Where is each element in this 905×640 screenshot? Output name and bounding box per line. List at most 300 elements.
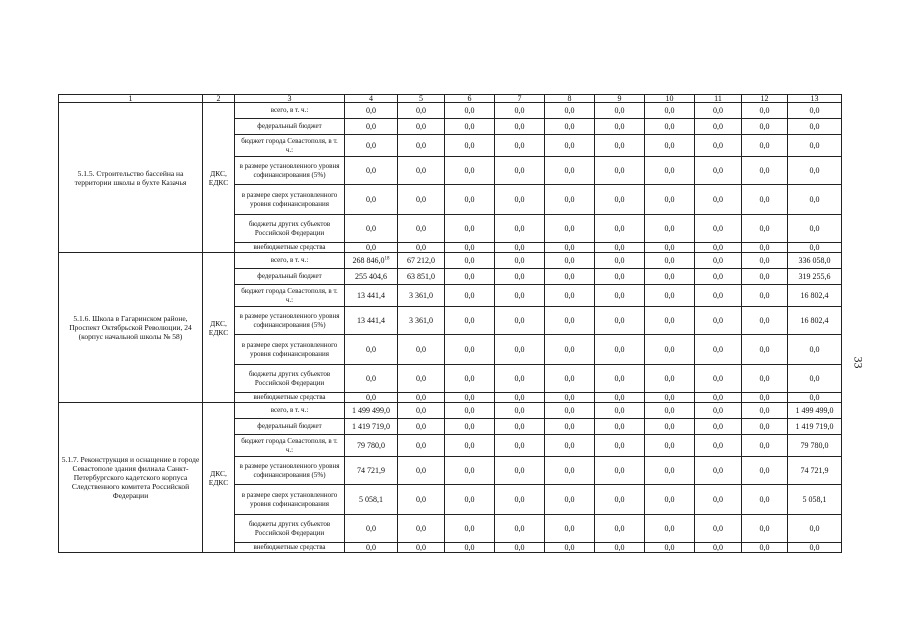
column-header: 6 <box>445 95 495 103</box>
amount-cell <box>742 515 788 543</box>
amount-value: 0,0 <box>614 122 625 131</box>
funding-category: бюджеты других субъектов Российской Федерации <box>235 365 345 393</box>
amount-cell <box>742 435 788 457</box>
amount-cell <box>445 403 495 419</box>
amount-value: 0,0 <box>664 316 675 325</box>
amount-value: 0,0 <box>366 166 376 175</box>
amount-value: 0,0 <box>514 422 525 431</box>
amount-cell <box>595 403 645 419</box>
amount-cell <box>398 103 445 119</box>
amount-cell <box>595 135 645 157</box>
amount-value: 16 802,4 <box>800 316 829 325</box>
responsible-executor: ДКС, ЕДКС <box>203 403 235 553</box>
amount-value: 0,0 <box>366 106 376 115</box>
amount-cell <box>595 215 645 243</box>
amount-cell <box>788 457 842 485</box>
amount-value: 0,0 <box>464 291 475 300</box>
amount-cell <box>788 253 842 269</box>
amount-cell <box>645 403 695 419</box>
amount-cell <box>742 243 788 253</box>
amount-value: 0,0 <box>564 345 575 354</box>
amount-value: 0,0 <box>514 374 525 383</box>
amount-cell <box>495 243 545 253</box>
amount-cell <box>445 185 495 215</box>
amount-value: 319 255,6 <box>798 272 831 281</box>
amount-value: 0,0 <box>564 291 575 300</box>
amount-value: 0,0 <box>713 272 723 281</box>
amount-cell <box>645 269 695 285</box>
amount-cell <box>595 157 645 185</box>
amount-value: 0,0 <box>366 524 376 533</box>
amount-cell <box>495 457 545 485</box>
page-number: 33 <box>851 356 866 369</box>
amount-value: 0,0 <box>713 374 723 383</box>
amount-cell <box>495 307 545 335</box>
amount-value: 0,0 <box>614 345 625 354</box>
amount-value: 0,0 <box>664 543 675 552</box>
amount-cell <box>545 103 595 119</box>
amount-value: 0,0 <box>464 466 475 475</box>
amount-cell <box>345 485 398 515</box>
amount-cell <box>742 335 788 365</box>
amount-cell <box>742 285 788 307</box>
amount-value: 0,0 <box>713 224 723 233</box>
amount-value: 0,0 <box>664 195 675 204</box>
amount-cell <box>595 365 645 393</box>
amount-cell <box>445 285 495 307</box>
amount-value: 0,0 <box>514 466 525 475</box>
amount-cell <box>495 103 545 119</box>
amount-cell <box>345 215 398 243</box>
amount-value: 0,0 <box>564 272 575 281</box>
amount-value: 0,0 <box>713 422 723 431</box>
amount-value: 0,0 <box>759 141 770 150</box>
amount-value: 63 851,0 <box>407 272 435 281</box>
funding-category: всего, в т. ч.: <box>235 253 345 269</box>
amount-value: 0,0 <box>464 495 475 504</box>
amount-value: 0,0 <box>664 422 675 431</box>
amount-value: 0,0 <box>366 243 376 252</box>
funding-category: федеральный бюджет <box>235 269 345 285</box>
amount-value: 0,0 <box>759 122 770 131</box>
amount-value: 0,0 <box>514 495 525 504</box>
column-header: 10 <box>645 95 695 103</box>
amount-cell <box>695 543 742 553</box>
amount-value: 0,0 <box>366 122 376 131</box>
amount-value: 0,0 <box>464 524 475 533</box>
amount-value: 0,0 <box>614 495 625 504</box>
amount-value: 0,0 <box>713 543 723 552</box>
amount-value: 0,0 <box>366 374 376 383</box>
amount-value: 0,0 <box>464 422 475 431</box>
amount-cell <box>645 103 695 119</box>
amount-value: 0,0 <box>664 166 675 175</box>
amount-cell <box>545 543 595 553</box>
amount-value: 0,0 <box>514 441 525 450</box>
amount-value: 1 419 719,0 <box>795 422 834 431</box>
amount-cell <box>545 419 595 435</box>
amount-cell <box>445 543 495 553</box>
amount-value: 0,0 <box>564 122 575 131</box>
amount-value: 0,0 <box>416 393 426 402</box>
amount-cell <box>398 419 445 435</box>
amount-cell <box>788 365 842 393</box>
amount-cell <box>445 307 495 335</box>
funding-category: в размере сверх установленного уровня софинансирования <box>235 185 345 215</box>
amount-cell <box>595 119 645 135</box>
amount-cell <box>398 185 445 215</box>
amount-cell <box>345 435 398 457</box>
amount-value: 0,0 <box>614 393 625 402</box>
project-name: 5.1.6. Школа в Гагаринском районе, Проспект Октябрьской Революции, 24 (корпус начальной школы № 58) <box>59 253 203 403</box>
amount-value: 0,0 <box>464 406 475 415</box>
amount-cell <box>645 135 695 157</box>
amount-cell <box>742 157 788 185</box>
amount-value: 0,0 <box>759 466 770 475</box>
amount-cell <box>645 393 695 403</box>
amount-value: 0,0 <box>366 224 376 233</box>
amount-cell <box>695 307 742 335</box>
amount-value: 0,0 <box>759 106 770 115</box>
funding-category: всего, в т. ч.: <box>235 403 345 419</box>
amount-cell <box>445 119 495 135</box>
amount-cell <box>695 135 742 157</box>
amount-cell <box>645 157 695 185</box>
amount-cell <box>545 335 595 365</box>
amount-value: 0,0 <box>564 466 575 475</box>
amount-value: 0,0 <box>713 122 723 131</box>
budget-table <box>58 94 842 553</box>
amount-cell <box>345 269 398 285</box>
amount-cell <box>645 419 695 435</box>
amount-cell <box>595 457 645 485</box>
amount-cell <box>345 515 398 543</box>
amount-cell <box>595 103 645 119</box>
amount-value: 0,0 <box>664 393 675 402</box>
amount-cell <box>695 435 742 457</box>
amount-cell <box>495 253 545 269</box>
amount-value: 0,0 <box>713 441 723 450</box>
amount-cell <box>345 365 398 393</box>
amount-value: 0,0 <box>514 291 525 300</box>
amount-value: 0,0 <box>464 272 475 281</box>
amount-value: 0,0 <box>614 272 625 281</box>
column-header: 9 <box>595 95 645 103</box>
amount-cell <box>495 285 545 307</box>
amount-cell <box>445 103 495 119</box>
amount-cell <box>742 269 788 285</box>
amount-cell <box>495 515 545 543</box>
amount-value: 255 404,6 <box>355 272 387 281</box>
table-row <box>59 253 842 269</box>
column-header: 4 <box>345 95 398 103</box>
amount-value: 0,0 <box>713 256 723 265</box>
project-name: 5.1.7. Реконструкция и оснащение в городе Севастополе здания филиала Санкт-Петербургского кадетского корпуса Следственного комитета Российской Федерации <box>59 403 203 553</box>
amount-cell <box>645 515 695 543</box>
amount-value: 0,0 <box>514 122 525 131</box>
amount-value: 0,0 <box>416 422 426 431</box>
amount-value: 79 780,0 <box>800 441 829 450</box>
amount-value: 0,0 <box>664 374 675 383</box>
amount-cell <box>545 485 595 515</box>
amount-value: 0,0 <box>713 243 723 252</box>
column-header: 11 <box>695 95 742 103</box>
amount-cell <box>398 335 445 365</box>
amount-value: 0,0 <box>564 543 575 552</box>
amount-value: 0,0 <box>664 243 675 252</box>
amount-cell <box>788 485 842 515</box>
amount-value: 0,0 <box>514 141 525 150</box>
amount-cell <box>695 215 742 243</box>
amount-cell <box>398 215 445 243</box>
amount-cell <box>445 365 495 393</box>
amount-value: 0,0 <box>664 524 675 533</box>
amount-cell <box>695 269 742 285</box>
amount-value: 0,0 <box>759 441 770 450</box>
amount-cell <box>545 393 595 403</box>
amount-value: 0,0 <box>366 141 376 150</box>
amount-cell <box>595 393 645 403</box>
amount-value: 0,0 <box>759 345 770 354</box>
amount-cell <box>398 515 445 543</box>
amount-cell <box>398 119 445 135</box>
amount-cell <box>695 243 742 253</box>
amount-cell <box>495 543 545 553</box>
amount-value: 0,0 <box>759 166 770 175</box>
amount-cell <box>695 393 742 403</box>
amount-value: 0,0 <box>564 374 575 383</box>
funding-category: федеральный бюджет <box>235 419 345 435</box>
amount-value: 0,0 <box>809 166 820 175</box>
amount-cell <box>695 457 742 485</box>
amount-cell <box>445 253 495 269</box>
amount-cell <box>545 435 595 457</box>
amount-cell <box>345 393 398 403</box>
amount-value: 0,0 <box>809 195 820 204</box>
amount-value: 79 780,0 <box>357 441 385 450</box>
funding-category: в размере сверх установленного уровня софинансирования <box>235 485 345 515</box>
amount-cell <box>742 185 788 215</box>
table-body <box>59 103 842 553</box>
amount-value: 0,0 <box>416 122 426 131</box>
amount-value: 0,0 <box>614 441 625 450</box>
amount-cell <box>398 543 445 553</box>
amount-cell <box>742 457 788 485</box>
amount-value: 13 441,4 <box>357 316 385 325</box>
amount-value: 0,0 <box>614 406 625 415</box>
amount-cell <box>788 135 842 157</box>
amount-value: 0,0 <box>564 495 575 504</box>
amount-value: 0,0 <box>664 106 675 115</box>
amount-value: 0,0 <box>614 422 625 431</box>
amount-cell <box>345 243 398 253</box>
amount-value: 0,0 <box>664 141 675 150</box>
amount-value: 0,0 <box>713 524 723 533</box>
amount-cell <box>345 103 398 119</box>
amount-value: 3 361,0 <box>409 291 433 300</box>
amount-cell <box>788 269 842 285</box>
amount-cell <box>595 307 645 335</box>
column-header: 13 <box>788 95 842 103</box>
amount-cell <box>345 543 398 553</box>
amount-cell <box>788 215 842 243</box>
amount-value: 0,0 <box>416 195 426 204</box>
amount-value: 0,0 <box>514 524 525 533</box>
amount-cell <box>345 285 398 307</box>
amount-cell <box>398 435 445 457</box>
amount-cell <box>345 119 398 135</box>
amount-cell <box>495 365 545 393</box>
amount-cell <box>495 435 545 457</box>
amount-cell <box>445 135 495 157</box>
amount-value: 0,0 <box>366 345 376 354</box>
column-header: 1 <box>59 95 203 103</box>
amount-cell <box>545 253 595 269</box>
funding-category: федеральный бюджет <box>235 119 345 135</box>
amount-cell <box>398 393 445 403</box>
table-row <box>59 403 842 419</box>
amount-value: 0,0 <box>614 256 625 265</box>
funding-category: всего, в т. ч.: <box>235 103 345 119</box>
amount-value: 0,0 <box>366 195 376 204</box>
amount-value: 0,0 <box>614 291 625 300</box>
amount-value: 0,0 <box>564 524 575 533</box>
amount-cell <box>345 157 398 185</box>
amount-cell <box>345 135 398 157</box>
amount-cell <box>495 269 545 285</box>
amount-cell <box>445 269 495 285</box>
responsible-executor: ДКС, ЕДКС <box>203 253 235 403</box>
amount-value: 0,0 <box>614 316 625 325</box>
amount-value: 67 212,0 <box>407 256 435 265</box>
amount-value: 74 721,9 <box>800 466 829 475</box>
amount-cell <box>788 403 842 419</box>
amount-cell <box>742 103 788 119</box>
amount-value: 0,0 <box>464 256 475 265</box>
amount-cell <box>742 253 788 269</box>
amount-value: 0,0 <box>614 243 625 252</box>
amount-value: 0,0 <box>664 224 675 233</box>
funding-category: в размере установленного уровня софинансирования (5%) <box>235 307 345 335</box>
amount-cell <box>645 285 695 307</box>
amount-cell <box>545 365 595 393</box>
funding-category: в размере сверх установленного уровня софинансирования <box>235 335 345 365</box>
footnote-marker: 18 <box>384 256 390 262</box>
amount-cell <box>495 393 545 403</box>
amount-value: 0,0 <box>416 106 426 115</box>
amount-cell <box>742 419 788 435</box>
responsible-executor: ДКС, ЕДКС <box>203 103 235 253</box>
amount-value: 0,0 <box>614 374 625 383</box>
amount-value: 0,0 <box>416 374 426 383</box>
amount-cell <box>788 157 842 185</box>
amount-cell <box>545 285 595 307</box>
amount-value: 0,0 <box>713 141 723 150</box>
amount-cell <box>645 543 695 553</box>
amount-value: 0,0 <box>464 441 475 450</box>
amount-cell <box>495 485 545 515</box>
amount-value: 0,0 <box>664 441 675 450</box>
amount-value: 1 419 719,0 <box>352 422 390 431</box>
amount-cell <box>645 365 695 393</box>
amount-value: 0,0 <box>614 466 625 475</box>
amount-cell <box>445 335 495 365</box>
amount-value: 0,0 <box>464 345 475 354</box>
amount-cell <box>645 215 695 243</box>
amount-value: 0,0 <box>713 291 723 300</box>
amount-value: 0,0 <box>464 243 475 252</box>
amount-value: 0,0 <box>564 256 575 265</box>
amount-cell <box>495 119 545 135</box>
column-header: 12 <box>742 95 788 103</box>
amount-value: 0,0 <box>614 224 625 233</box>
amount-value: 0,0 <box>514 406 525 415</box>
amount-cell <box>398 365 445 393</box>
amount-cell <box>595 243 645 253</box>
amount-value: 0,0 <box>759 256 770 265</box>
amount-cell <box>545 457 595 485</box>
amount-cell <box>695 119 742 135</box>
amount-value: 0,0 <box>809 374 820 383</box>
amount-cell <box>345 457 398 485</box>
amount-cell <box>788 285 842 307</box>
amount-value: 0,0 <box>564 243 575 252</box>
amount-value: 5 058,1 <box>359 495 383 504</box>
amount-cell <box>742 307 788 335</box>
amount-value: 0,0 <box>514 393 525 402</box>
amount-value: 0,0 <box>514 345 525 354</box>
amount-cell <box>495 215 545 243</box>
amount-cell <box>445 515 495 543</box>
amount-value: 0,0 <box>664 495 675 504</box>
amount-cell <box>595 335 645 365</box>
amount-value: 0,0 <box>514 243 525 252</box>
amount-cell <box>742 135 788 157</box>
amount-cell <box>545 269 595 285</box>
amount-value: 74 721,9 <box>357 466 385 475</box>
amount-value: 0,0 <box>759 393 770 402</box>
funding-category: внебюджетные средства <box>235 243 345 253</box>
amount-value: 0,0 <box>464 195 475 204</box>
amount-cell <box>788 335 842 365</box>
amount-value: 0,0 <box>564 195 575 204</box>
amount-cell <box>788 185 842 215</box>
amount-value: 0,0 <box>713 393 723 402</box>
amount-cell <box>445 485 495 515</box>
amount-value: 336 058,0 <box>798 256 831 265</box>
amount-cell <box>645 243 695 253</box>
funding-category: бюджет города Севастополя, в т. ч.: <box>235 285 345 307</box>
amount-value: 0,0 <box>759 243 770 252</box>
amount-cell <box>695 285 742 307</box>
amount-cell <box>545 157 595 185</box>
amount-cell <box>645 119 695 135</box>
amount-cell <box>645 185 695 215</box>
amount-value: 0,0 <box>464 106 475 115</box>
amount-value: 0,0 <box>416 224 426 233</box>
amount-value: 0,0 <box>464 543 475 552</box>
amount-cell <box>788 119 842 135</box>
amount-cell <box>788 243 842 253</box>
amount-value: 0,0 <box>713 166 723 175</box>
funding-category: в размере установленного уровня софинансирования (5%) <box>235 457 345 485</box>
amount-cell <box>445 215 495 243</box>
amount-value: 0,0 <box>416 406 426 415</box>
amount-cell <box>645 435 695 457</box>
amount-cell <box>545 215 595 243</box>
amount-value: 0,0 <box>514 543 525 552</box>
amount-value: 0,0 <box>366 393 376 402</box>
